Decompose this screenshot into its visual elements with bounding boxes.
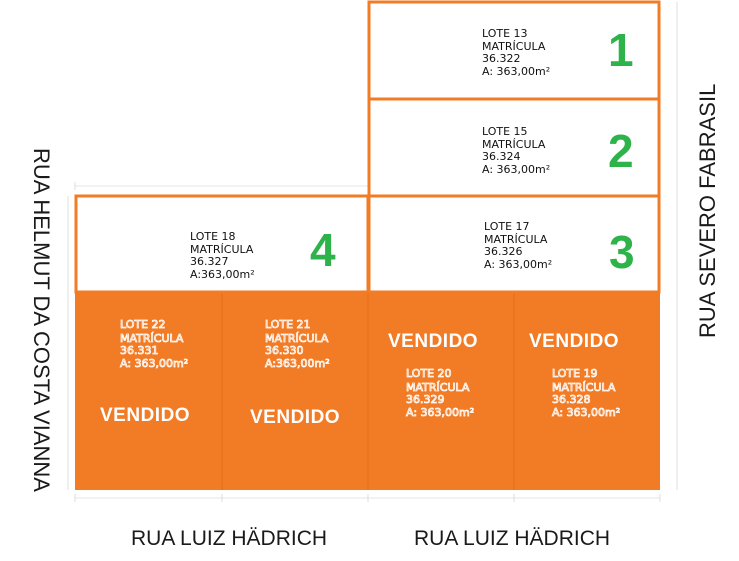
- sold-lot-19-lote: LOTE 19: [552, 367, 598, 380]
- street-left: RUA HELMUT DA COSTA VIANNA: [29, 148, 54, 492]
- sold-lot-19-matricula-label: MATRÍCULA: [552, 381, 616, 394]
- lot-4-matricula-label: MATRÍCULA: [190, 243, 254, 256]
- sold-lot-22-lote: LOTE 22: [120, 318, 166, 331]
- sold-lot-19-status: VENDIDO: [529, 331, 620, 352]
- lot-1-lote: LOTE 13: [482, 27, 528, 40]
- lot-2-lote: LOTE 15: [482, 125, 528, 138]
- lot-4-number: 4: [310, 224, 336, 276]
- sold-lot-19-matricula: 36.328: [552, 393, 591, 406]
- lot-3-number: 3: [609, 226, 635, 278]
- sold-lot-21-lote: LOTE 21: [265, 318, 311, 331]
- street-bottom-right: RUA LUIZ HÄDRICH: [414, 527, 611, 550]
- lot-2-number: 2: [608, 125, 634, 177]
- lot-3-lote: LOTE 17: [484, 220, 530, 233]
- sold-lot-20-matricula-label: MATRÍCULA: [406, 381, 470, 394]
- sold-lot-22-matricula-label: MATRÍCULA: [120, 332, 184, 345]
- sold-lot-20-area: A: 363,00m²: [406, 406, 475, 419]
- lot-2-matricula: 36.324: [482, 150, 521, 163]
- lot-3-matricula-label: MATRÍCULA: [484, 233, 548, 246]
- lot-4-lote: LOTE 18: [190, 230, 236, 243]
- street-bottom-left: RUA LUIZ HÄDRICH: [131, 527, 328, 550]
- sold-lot-21-area: A:363,00m²: [265, 357, 330, 370]
- sold-lot-20-lote: LOTE 20: [406, 367, 452, 380]
- lot-3[interactable]: [484, 220, 635, 278]
- lot-1[interactable]: [482, 24, 634, 78]
- lot-1-area: A: 363,00m²: [482, 65, 551, 78]
- sold-lot-21-status: VENDIDO: [250, 407, 341, 428]
- sold-lot-22-status: VENDIDO: [100, 405, 191, 426]
- lot-3-matricula: 36.326: [484, 245, 523, 258]
- lot-2-area: A: 363,00m²: [482, 163, 551, 176]
- lot-2[interactable]: [482, 125, 634, 177]
- lot-4-area: A:363,00m²: [190, 268, 255, 281]
- lot-1-matricula-label: MATRÍCULA: [482, 40, 546, 53]
- sold-lot-21-matricula-label: MATRÍCULA: [265, 332, 329, 345]
- lot-4[interactable]: [190, 224, 336, 281]
- sold-lot-22-area: A: 363,00m²: [120, 357, 189, 370]
- sold-lot-19-area: A: 363,00m²: [552, 406, 621, 419]
- sold-lot-20-status: VENDIDO: [388, 331, 479, 352]
- street-right: RUA SEVERO FABRASIL: [695, 83, 720, 338]
- sold-lot-22-matricula: 36.331: [120, 344, 159, 357]
- lot-2-matricula-label: MATRÍCULA: [482, 138, 546, 151]
- lot-4-matricula: 36.327: [190, 255, 229, 268]
- sold-lot-20-matricula: 36.329: [406, 393, 445, 406]
- lot-1-number: 1: [608, 24, 634, 76]
- available-lot-borders: [76, 2, 659, 292]
- sold-lot-21-matricula: 36.330: [265, 344, 304, 357]
- lot-1-matricula: 36.322: [482, 52, 521, 65]
- lot-3-area: A: 363,00m²: [484, 258, 553, 271]
